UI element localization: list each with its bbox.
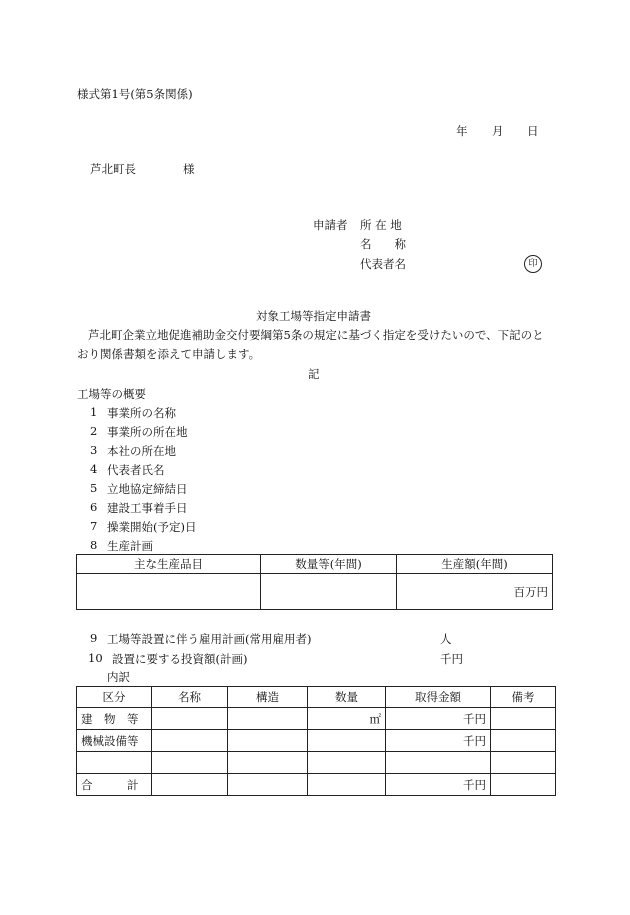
invest-quantity-cell[interactable]: ㎡ [308, 708, 386, 730]
invest-row-total [77, 774, 556, 796]
invest-name-cell[interactable] [152, 708, 228, 730]
item-label: 立地協定締結日 [107, 482, 188, 496]
production-plan-table [76, 554, 553, 610]
addressee-honorific: 様 [183, 162, 195, 176]
invest-header-quantity: 数量 [308, 687, 386, 708]
breakdown-label: 内訳 [107, 670, 130, 684]
body-text-line2: おり関係書類を添えて申請します。 [77, 347, 261, 361]
item-number: 3 [90, 443, 98, 457]
item9-unit: 人 [440, 632, 452, 646]
invest-row-buildings [77, 708, 556, 730]
invest-remarks-cell[interactable] [491, 708, 556, 730]
seal-icon: 印 [524, 255, 542, 273]
item10-unit: 千円 [440, 652, 463, 666]
production-header-quantity: 数量等(年間) [261, 555, 397, 574]
invest-structure-cell[interactable] [228, 774, 308, 796]
item-number: 1 [90, 405, 98, 419]
invest-amount-cell[interactable]: 千円 [386, 774, 491, 796]
invest-quantity-cell[interactable] [308, 752, 386, 774]
invest-category-cell: 合 計 [77, 774, 152, 796]
item-number: 4 [90, 462, 98, 476]
production-item-cell[interactable] [77, 574, 261, 610]
invest-row-machinery [77, 730, 556, 752]
invest-structure-cell[interactable] [228, 708, 308, 730]
item-label: 事業所の所在地 [107, 425, 188, 439]
invest-header-name: 名称 [152, 687, 228, 708]
production-header-amount: 生産額(年間) [397, 555, 553, 574]
invest-amount-cell[interactable] [386, 752, 491, 774]
item-number: 5 [90, 481, 98, 495]
date-month-label: 月 [492, 124, 504, 138]
invest-remarks-cell[interactable] [491, 752, 556, 774]
item-label: 本社の所在地 [107, 444, 176, 458]
invest-quantity-cell[interactable] [308, 774, 386, 796]
item10-label: 設置に要する投資額(計画) [112, 652, 248, 666]
production-quantity-cell[interactable] [261, 574, 397, 610]
invest-name-cell[interactable] [152, 774, 228, 796]
item-number: 8 [90, 538, 98, 552]
item-number: 6 [90, 500, 98, 514]
invest-structure-cell[interactable] [228, 730, 308, 752]
production-amount-cell[interactable]: 百万円 [397, 574, 553, 610]
applicant-address-label: 所 在 地 [360, 218, 402, 232]
ki-heading: 記 [308, 367, 320, 381]
item-label: 事業所の名称 [107, 406, 176, 420]
applicant-rep-label: 代表者名 [360, 257, 406, 271]
invest-structure-cell[interactable] [228, 752, 308, 774]
invest-remarks-cell[interactable] [491, 774, 556, 796]
invest-amount-cell[interactable]: 千円 [386, 730, 491, 752]
item-number: 2 [90, 424, 98, 438]
invest-header-amount: 取得金額 [386, 687, 491, 708]
item10-number: 10 [88, 651, 103, 665]
invest-row-blank [77, 752, 556, 774]
overview-heading: 工場等の概要 [77, 387, 146, 401]
item9-number: 9 [90, 631, 98, 645]
production-header-item: 主な生産品目 [77, 555, 261, 574]
invest-amount-cell[interactable]: 千円 [386, 708, 491, 730]
invest-name-cell[interactable] [152, 752, 228, 774]
item-label: 建設工事着手日 [107, 501, 188, 515]
document-title: 対象工場等指定申請書 [256, 309, 371, 323]
invest-category-cell[interactable] [77, 752, 152, 774]
applicant-label: 申請者 [313, 218, 348, 232]
investment-table [76, 686, 556, 796]
invest-remarks-cell[interactable] [491, 730, 556, 752]
invest-header-structure: 構造 [228, 687, 308, 708]
item-label: 代表者氏名 [107, 463, 165, 477]
item-number: 7 [90, 519, 98, 533]
item9-label: 工場等設置に伴う雇用計画(常用雇用者) [107, 632, 312, 646]
date-year-label: 年 [456, 124, 468, 138]
invest-header-remarks: 備考 [491, 687, 556, 708]
addressee-name: 芦北町長 [90, 162, 136, 176]
invest-category-cell: 建 物 等 [77, 708, 152, 730]
applicant-name-label: 名 称 [360, 237, 406, 251]
invest-quantity-cell[interactable] [308, 730, 386, 752]
date-day-label: 日 [527, 124, 539, 138]
body-text-line1: 芦北町企業立地促進補助金交付要綱第5条の規定に基づく指定を受けたいので、下記のと [88, 328, 544, 342]
item-label: 操業開始(予定)日 [107, 520, 197, 534]
form-number: 様式第1号(第5条関係) [77, 87, 193, 101]
invest-name-cell[interactable] [152, 730, 228, 752]
item-label: 生産計画 [107, 539, 153, 553]
invest-header-category: 区分 [77, 687, 152, 708]
invest-category-cell: 機械設備等 [77, 730, 152, 752]
